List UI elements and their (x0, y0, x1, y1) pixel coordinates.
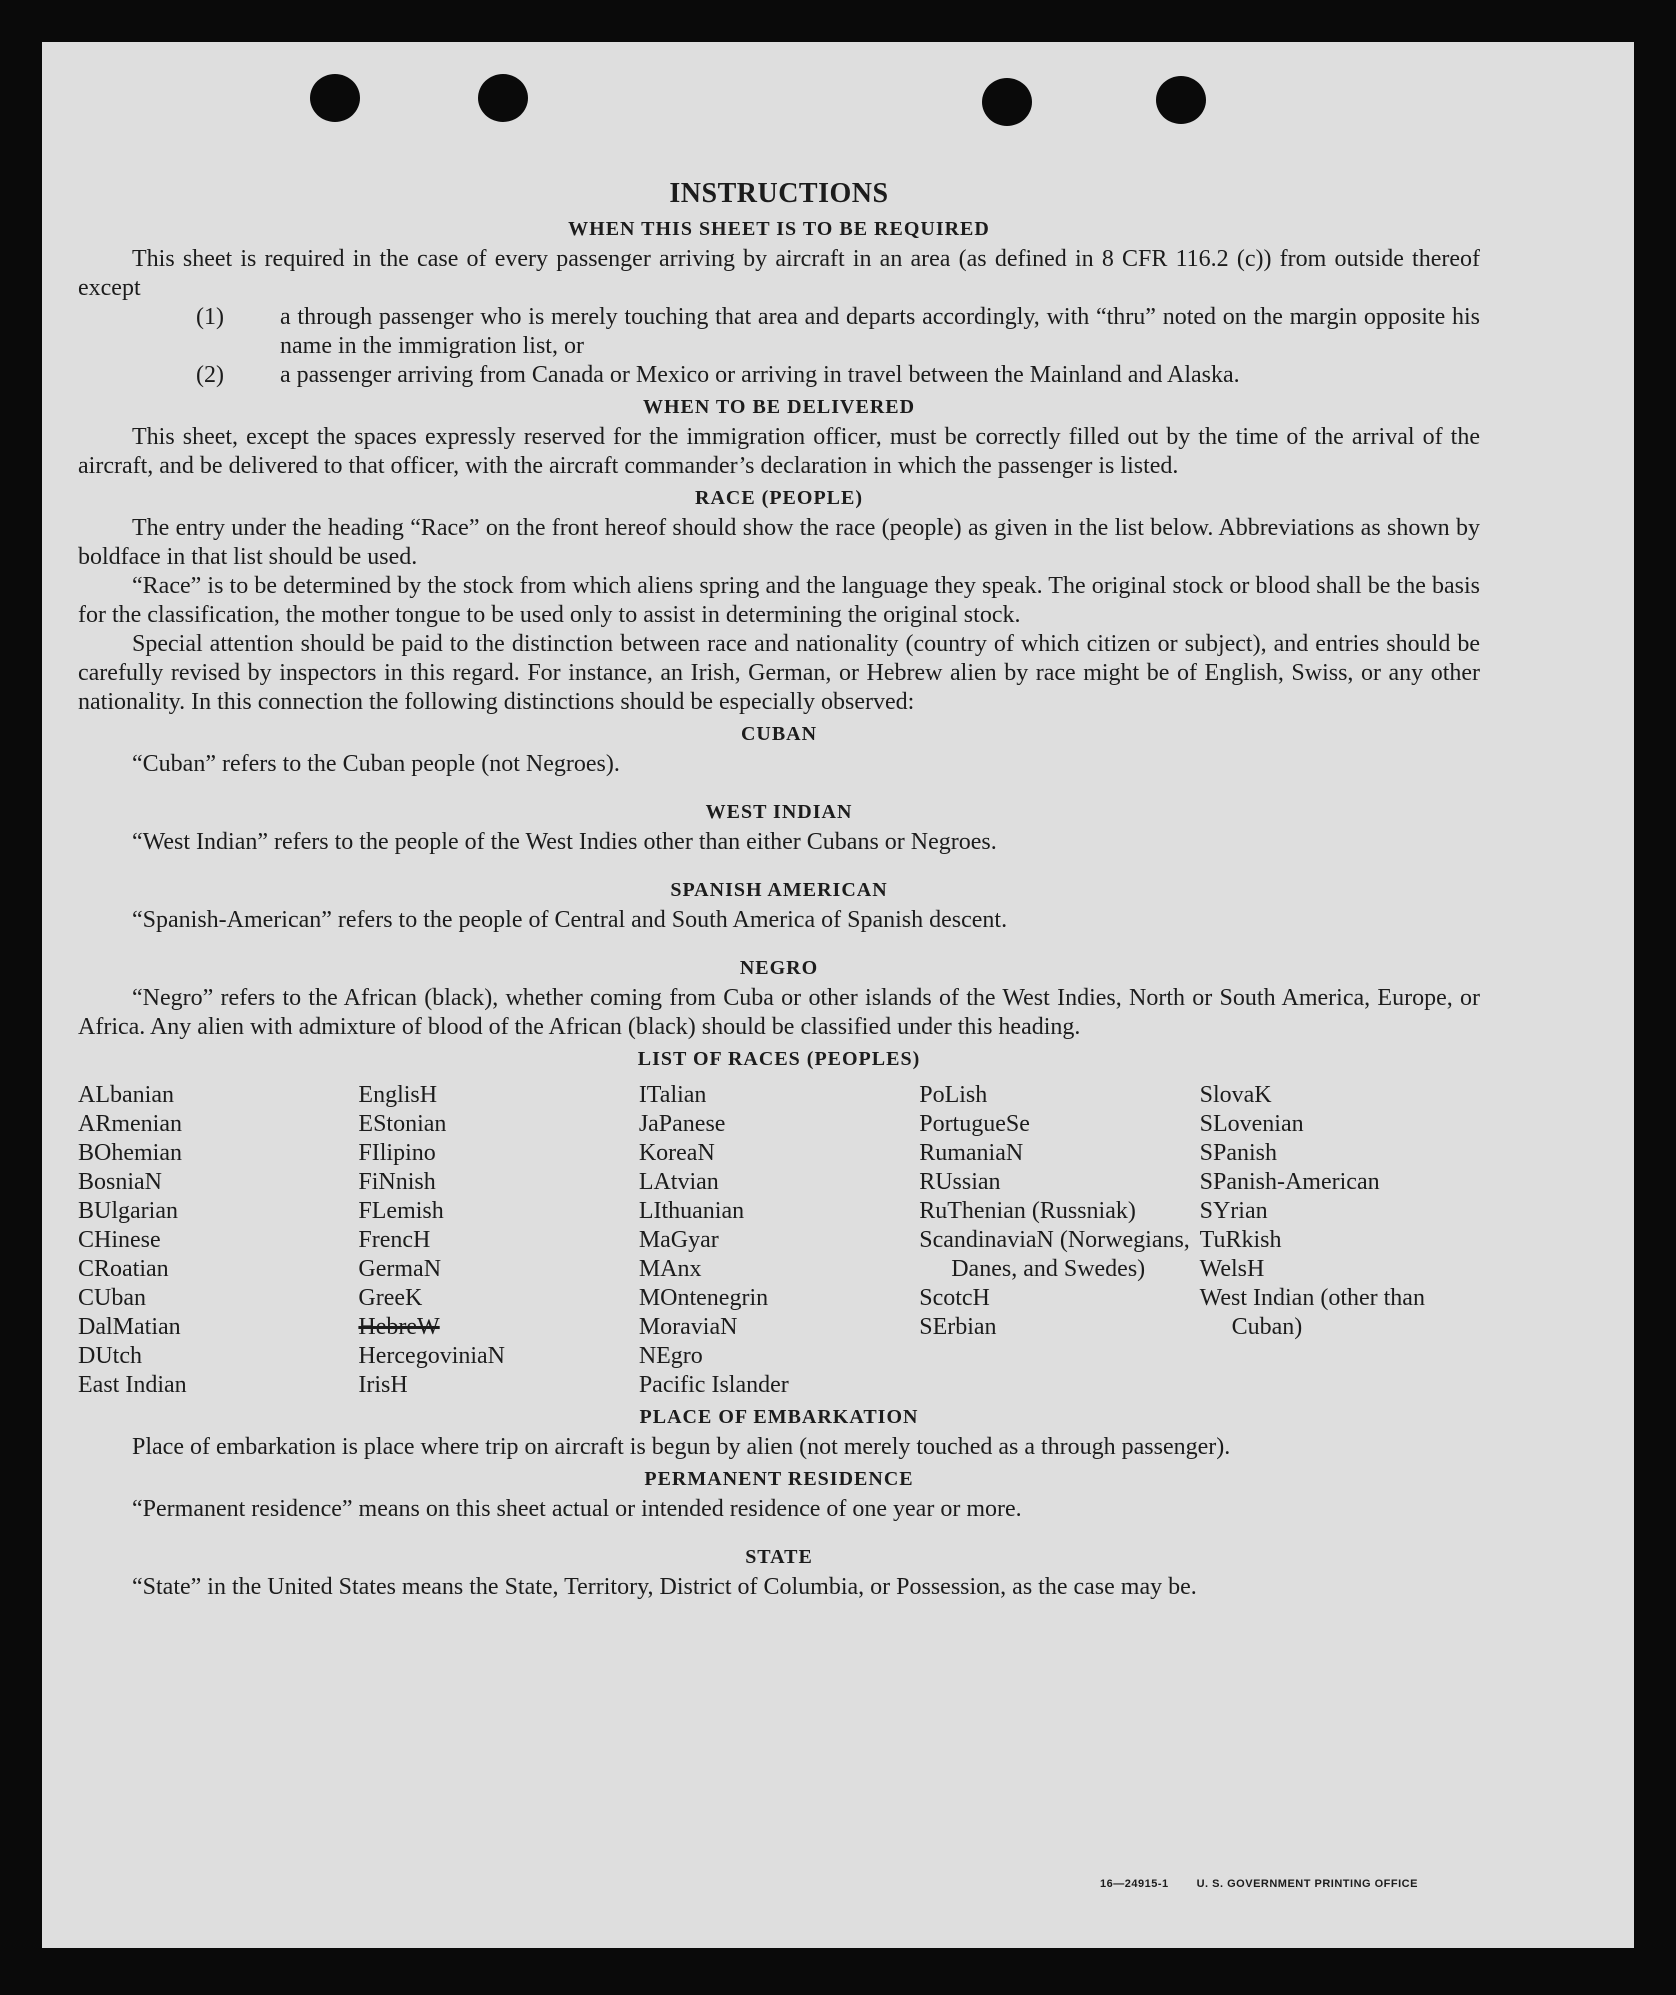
race-entry: IrisH (358, 1372, 408, 1398)
section-heading: LIST OF RACES (PEOPLES) (637, 1048, 921, 1070)
race-entry-struck: HebreW (358, 1314, 440, 1340)
paragraph: The entry under the heading “Race” on the front hereof should show the race (people) as given in the list below. Abbreviations as shown by boldface in that list should be used. (78, 515, 1480, 570)
race-column (639, 1081, 919, 1400)
race-entry: DUtch (78, 1343, 142, 1369)
race-entry: SlovaK (1199, 1082, 1272, 1108)
race-entry: MaGyar (638, 1227, 719, 1253)
race-column (358, 1081, 638, 1400)
paragraph: “Negro” refers to the African (black), whether coming from Cuba or other islands of the West Indies, North or South America, Europe, or Africa. Any alien with admixture of blood of the African (black) should be classified under this heading. (78, 985, 1480, 1040)
race-entry: DalMatian (78, 1314, 181, 1340)
list-item: (2) a passenger arriving from Canada or Mexico or arriving in travel between the Mainland and Alaska. (196, 362, 1240, 388)
section-heading: PLACE OF EMBARKATION (639, 1406, 919, 1428)
race-entry: LIthuanian (638, 1198, 745, 1224)
race-entry: ITalian (638, 1082, 707, 1108)
race-entry: CUban (78, 1285, 146, 1311)
race-entry: SLovenian (1199, 1111, 1304, 1137)
race-entry: PoLish (919, 1082, 988, 1108)
race-entry: WelsH (1199, 1256, 1265, 1282)
punch-hole (982, 78, 1032, 126)
race-entry: EnglisH (358, 1082, 438, 1108)
section-heading: STATE (745, 1546, 813, 1568)
race-entry: RUssian (919, 1169, 1001, 1195)
section-heading: WHEN TO BE DELIVERED (642, 396, 916, 418)
document-page (42, 42, 1634, 1948)
race-entry: FLemish (358, 1198, 444, 1224)
race-entry: GreeK (358, 1285, 423, 1311)
race-entry: MoraviaN (638, 1314, 738, 1340)
paragraph: Special attention should be paid to the distinction between race and nationality (country of which citizen or subject), and entries should be carefully revised by inspectors in this regard. For instance, an Irish, German, or Hebrew alien by race might be of English, Swiss, or any other nationality. In this connection the following distinctions should be especially observed: (78, 631, 1480, 715)
section-heading: WEST INDIAN (705, 801, 853, 823)
race-entry: MOntenegrin (638, 1285, 769, 1311)
paragraph: “Spanish-American” refers to the people of Central and South America of Spanish descent. (132, 907, 1008, 933)
race-entry: GermaN (358, 1256, 442, 1282)
race-entry: SPanish (1199, 1140, 1277, 1166)
race-entry: SPanish-American (1199, 1169, 1380, 1195)
race-entry: CRoatian (78, 1256, 169, 1282)
section-heading: PERMANENT RESIDENCE (644, 1468, 914, 1490)
race-entry: BosniaN (78, 1169, 162, 1195)
paragraph: This sheet is required in the case of every passenger arriving by aircraft in an area (as defined in 8 CFR 116.2 (c)) from outside thereof except (78, 246, 1480, 301)
race-entry: ARmenian (78, 1111, 182, 1137)
instructions-content (78, 178, 1480, 1602)
race-entry: FrencH (358, 1227, 431, 1253)
race-column (919, 1081, 1199, 1400)
race-entry: Pacific Islander (638, 1372, 789, 1398)
race-entry: ALbanian (78, 1082, 174, 1108)
race-entry: LAtvian (638, 1169, 719, 1195)
race-entry: EStonian (358, 1111, 447, 1137)
race-entry: BUlgarian (78, 1198, 178, 1224)
race-entry: KoreaN (638, 1140, 715, 1166)
list-item: (1) a through passenger who is merely touching that area and departs accordingly, with “thru” noted on the margin opposite his name in the immigration list, or (196, 304, 1480, 359)
paragraph: “West Indian” refers to the people of the West Indies other than either Cubans or Negroes. (132, 829, 997, 855)
printer-imprint: U. S. GOVERNMENT PRINTING OFFICE (1196, 1878, 1418, 1890)
race-entry: TuRkish (1199, 1227, 1282, 1253)
race-entry: RumaniaN (919, 1140, 1024, 1166)
section-heading: WHEN THIS SHEET IS TO BE REQUIRED (568, 218, 990, 240)
paragraph: “Race” is to be determined by the stock from which aliens spring and the language they speak. The original stock or blood shall be the basis for the classification, the mother tongue to be used only to assist in determining the original stock. (78, 573, 1480, 628)
punch-hole (478, 74, 528, 122)
race-entry: BOhemian (78, 1140, 182, 1166)
race-entry: ScandinaviaN (Norwegians, Danes, and Swedes) (919, 1227, 1190, 1282)
race-entry: HercegoviniaN (358, 1343, 506, 1369)
punch-hole (1156, 76, 1206, 124)
print-footer (1100, 1878, 1418, 1890)
race-column (1200, 1081, 1480, 1400)
race-entry: NEgro (638, 1343, 703, 1369)
race-entry: FIlipino (358, 1140, 436, 1166)
paragraph: “Cuban” refers to the Cuban people (not Negroes). (132, 751, 620, 777)
race-entry: West Indian (other than Cuban) (1199, 1285, 1425, 1340)
section-heading: SPANISH AMERICAN (670, 879, 888, 901)
paragraph: Place of embarkation is place where trip on aircraft is begun by alien (not merely touched as a through passenger). (132, 1434, 1231, 1460)
section-heading: NEGRO (739, 957, 819, 979)
race-entry: MAnx (638, 1256, 702, 1282)
paragraph: “State” in the United States means the State, Territory, District of Columbia, or Possession, as the case may be. (132, 1574, 1197, 1600)
race-entry: ScotcH (919, 1285, 990, 1311)
race-list (78, 1081, 1480, 1400)
page-title: INSTRUCTIONS (669, 178, 889, 209)
race-entry: East Indian (78, 1372, 187, 1398)
race-entry: FiNnish (358, 1169, 436, 1195)
form-number: 16—24915-1 (1100, 1878, 1169, 1890)
paragraph: This sheet, except the spaces expressly reserved for the immigration officer, must be correctly filled out by the time of the arrival of the aircraft, and be delivered to that officer, with the aircraft commander’s declaration in which the passenger is listed. (78, 424, 1480, 479)
race-entry: SYrian (1199, 1198, 1268, 1224)
race-entry: SErbian (919, 1314, 997, 1340)
race-entry: JaPanese (638, 1111, 726, 1137)
race-entry: RuThenian (Russniak) (919, 1198, 1136, 1224)
punch-hole (310, 74, 360, 122)
race-column (78, 1081, 358, 1400)
section-heading: CUBAN (740, 723, 818, 745)
race-entry: PortugueSe (919, 1111, 1030, 1137)
section-heading: RACE (PEOPLE) (695, 487, 863, 509)
paragraph: “Permanent residence” means on this sheet actual or intended residence of one year or more. (132, 1496, 1022, 1522)
race-entry: CHinese (78, 1227, 161, 1253)
